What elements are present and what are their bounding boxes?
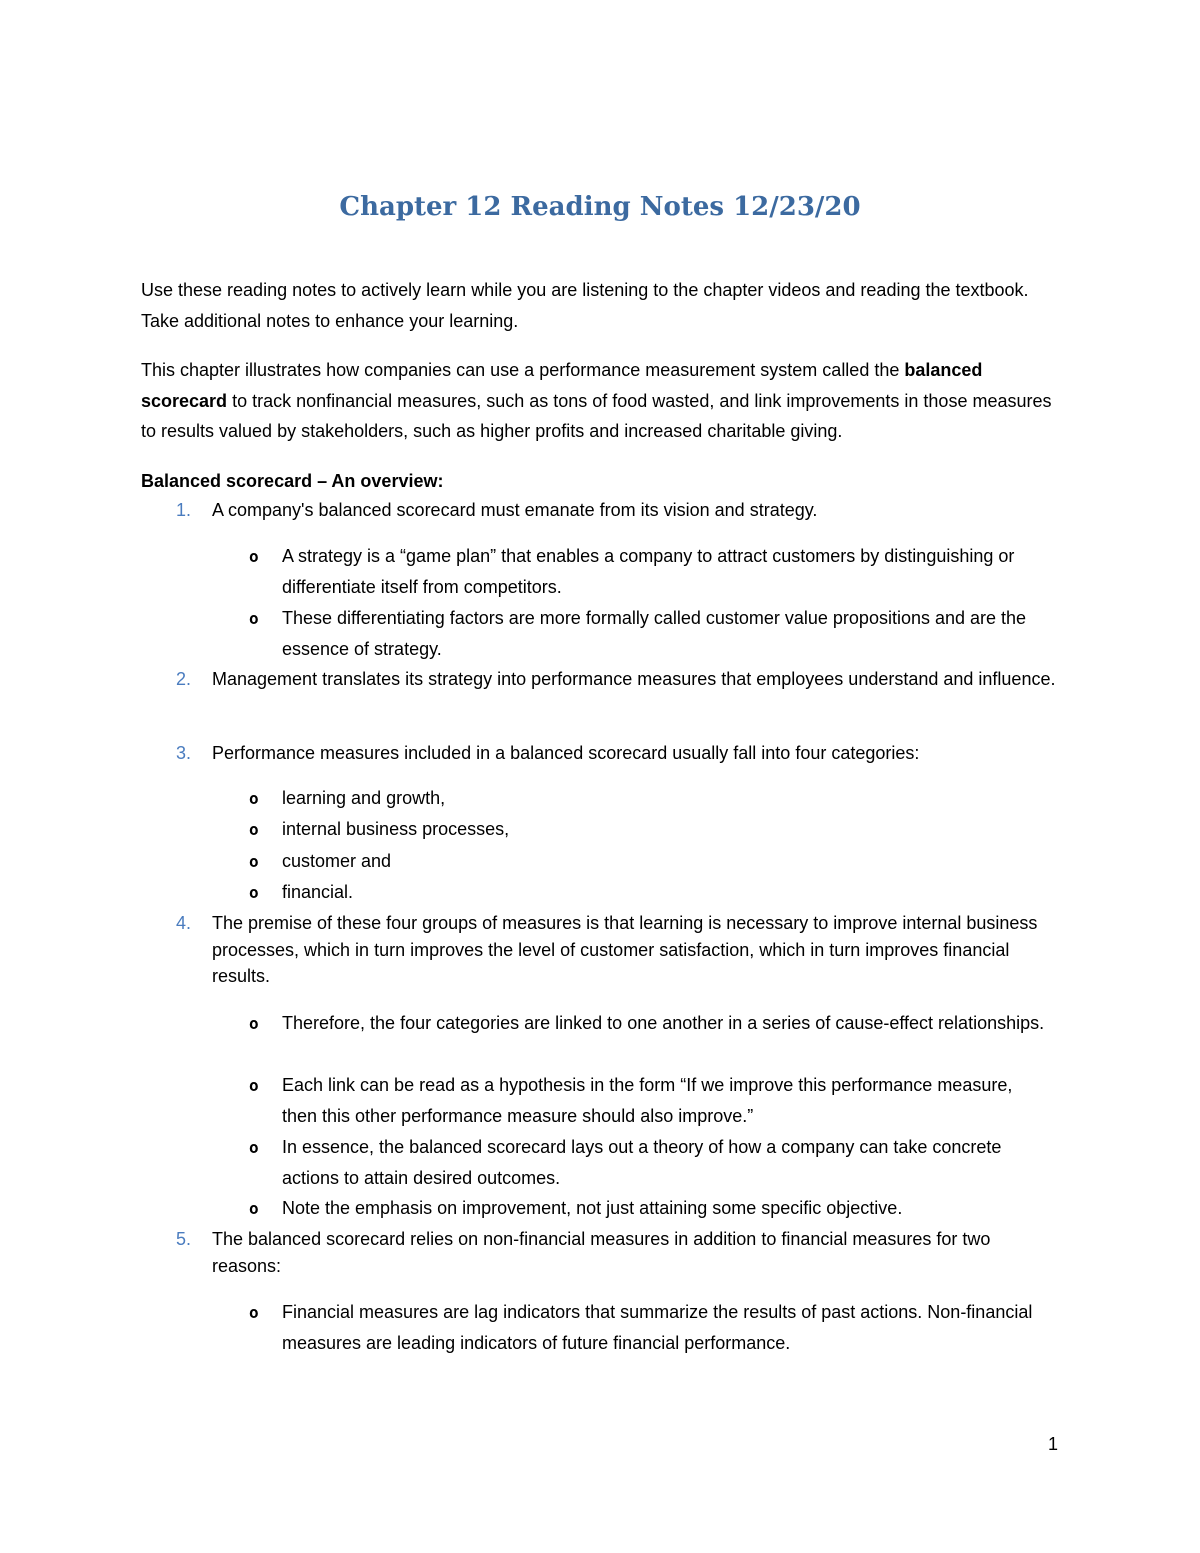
summary-text-2: to track nonfinancial measures, such as tons of food wasted, and link improvements in those measures to results valued by stakeholders, such as higher profits and increased charitable giving. bbox=[141, 390, 1052, 441]
list-item-text: A company's balanced scorecard must emanate from its vision and strategy. bbox=[212, 500, 818, 520]
list-item-text: Performance measures included in a balanced scorecard usually fall into four categories: bbox=[212, 743, 920, 763]
list-number: 4. bbox=[176, 913, 192, 933]
list-number: 2. bbox=[176, 669, 192, 689]
sub-bullet-text: financial. bbox=[282, 882, 354, 902]
summary-bold-term: balanced scorecard bbox=[141, 360, 983, 411]
summary-text-1: This chapter illustrates how companies can use a performance measurement system called the bbox=[141, 360, 905, 380]
sub-bullet-text: learning and growth, bbox=[282, 788, 446, 808]
list-number: 5. bbox=[176, 1229, 192, 1249]
sub-bullet-text: Note the emphasis on improvement, not just attaining some specific objective. bbox=[282, 1198, 903, 1218]
sub-bullet-text: These differentiating factors are more formally called customer value propositions and are the essence of strategy. bbox=[282, 608, 1027, 659]
list-item-text: The premise of these four groups of measures is that learning is necessary to improve internal business processes, which in turn improves the level of customer satisfaction, which in turn improves financial results. bbox=[212, 913, 1038, 986]
bullet-marker: o bbox=[249, 852, 259, 871]
bullet-marker: o bbox=[249, 609, 259, 628]
page-title: Chapter 12 Reading Notes 12/23/20 bbox=[339, 192, 861, 222]
list-number: 1. bbox=[176, 500, 192, 520]
bullet-marker: o bbox=[249, 1076, 259, 1095]
list-item-text: Management translates its strategy into performance measures that employees understand and influence. bbox=[212, 669, 1056, 689]
page-number: 1 bbox=[1047, 1434, 1058, 1454]
sub-bullet-text: In essence, the balanced scorecard lays out a theory of how a company can take concrete actions to attain desired outcomes. bbox=[282, 1137, 1002, 1188]
sub-bullet-text: Therefore, the four categories are linked to one another in a series of cause-effect relationships. bbox=[282, 1013, 1045, 1033]
bullet-marker: o bbox=[249, 883, 259, 902]
bullet-marker: o bbox=[249, 820, 259, 839]
bullet-marker: o bbox=[249, 789, 259, 808]
bullet-marker: o bbox=[249, 1199, 259, 1218]
sub-bullet-text: customer and bbox=[282, 851, 392, 871]
sub-bullet-text: Financial measures are lag indicators that summarize the results of past actions. Non-financial measures are leading indicators of future financial performance. bbox=[282, 1302, 1033, 1353]
bullet-marker: o bbox=[249, 547, 259, 566]
section-heading: Balanced scorecard – An overview: bbox=[141, 471, 444, 491]
chapter-summary-paragraph bbox=[141, 355, 1061, 447]
sub-bullet-text: A strategy is a “game plan” that enables a company to attract customers by distinguishing or differentiate itself from competitors. bbox=[282, 546, 1015, 597]
sub-bullet-text: Each link can be read as a hypothesis in the form “If we improve this performance measure, then this other performance measure should also improve.” bbox=[282, 1075, 1013, 1126]
bullet-marker: o bbox=[249, 1138, 259, 1157]
intro-paragraph: Use these reading notes to actively learn while you are listening to the chapter videos and reading the textbook. Take additional notes to enhance your learning. bbox=[141, 280, 1029, 331]
bullet-marker: o bbox=[249, 1014, 259, 1033]
bullet-marker: o bbox=[249, 1303, 259, 1322]
list-item-text: The balanced scorecard relies on non-financial measures in addition to financial measures for two reasons: bbox=[212, 1229, 991, 1276]
sub-bullet-text: internal business processes, bbox=[282, 819, 510, 839]
list-number: 3. bbox=[176, 743, 192, 763]
